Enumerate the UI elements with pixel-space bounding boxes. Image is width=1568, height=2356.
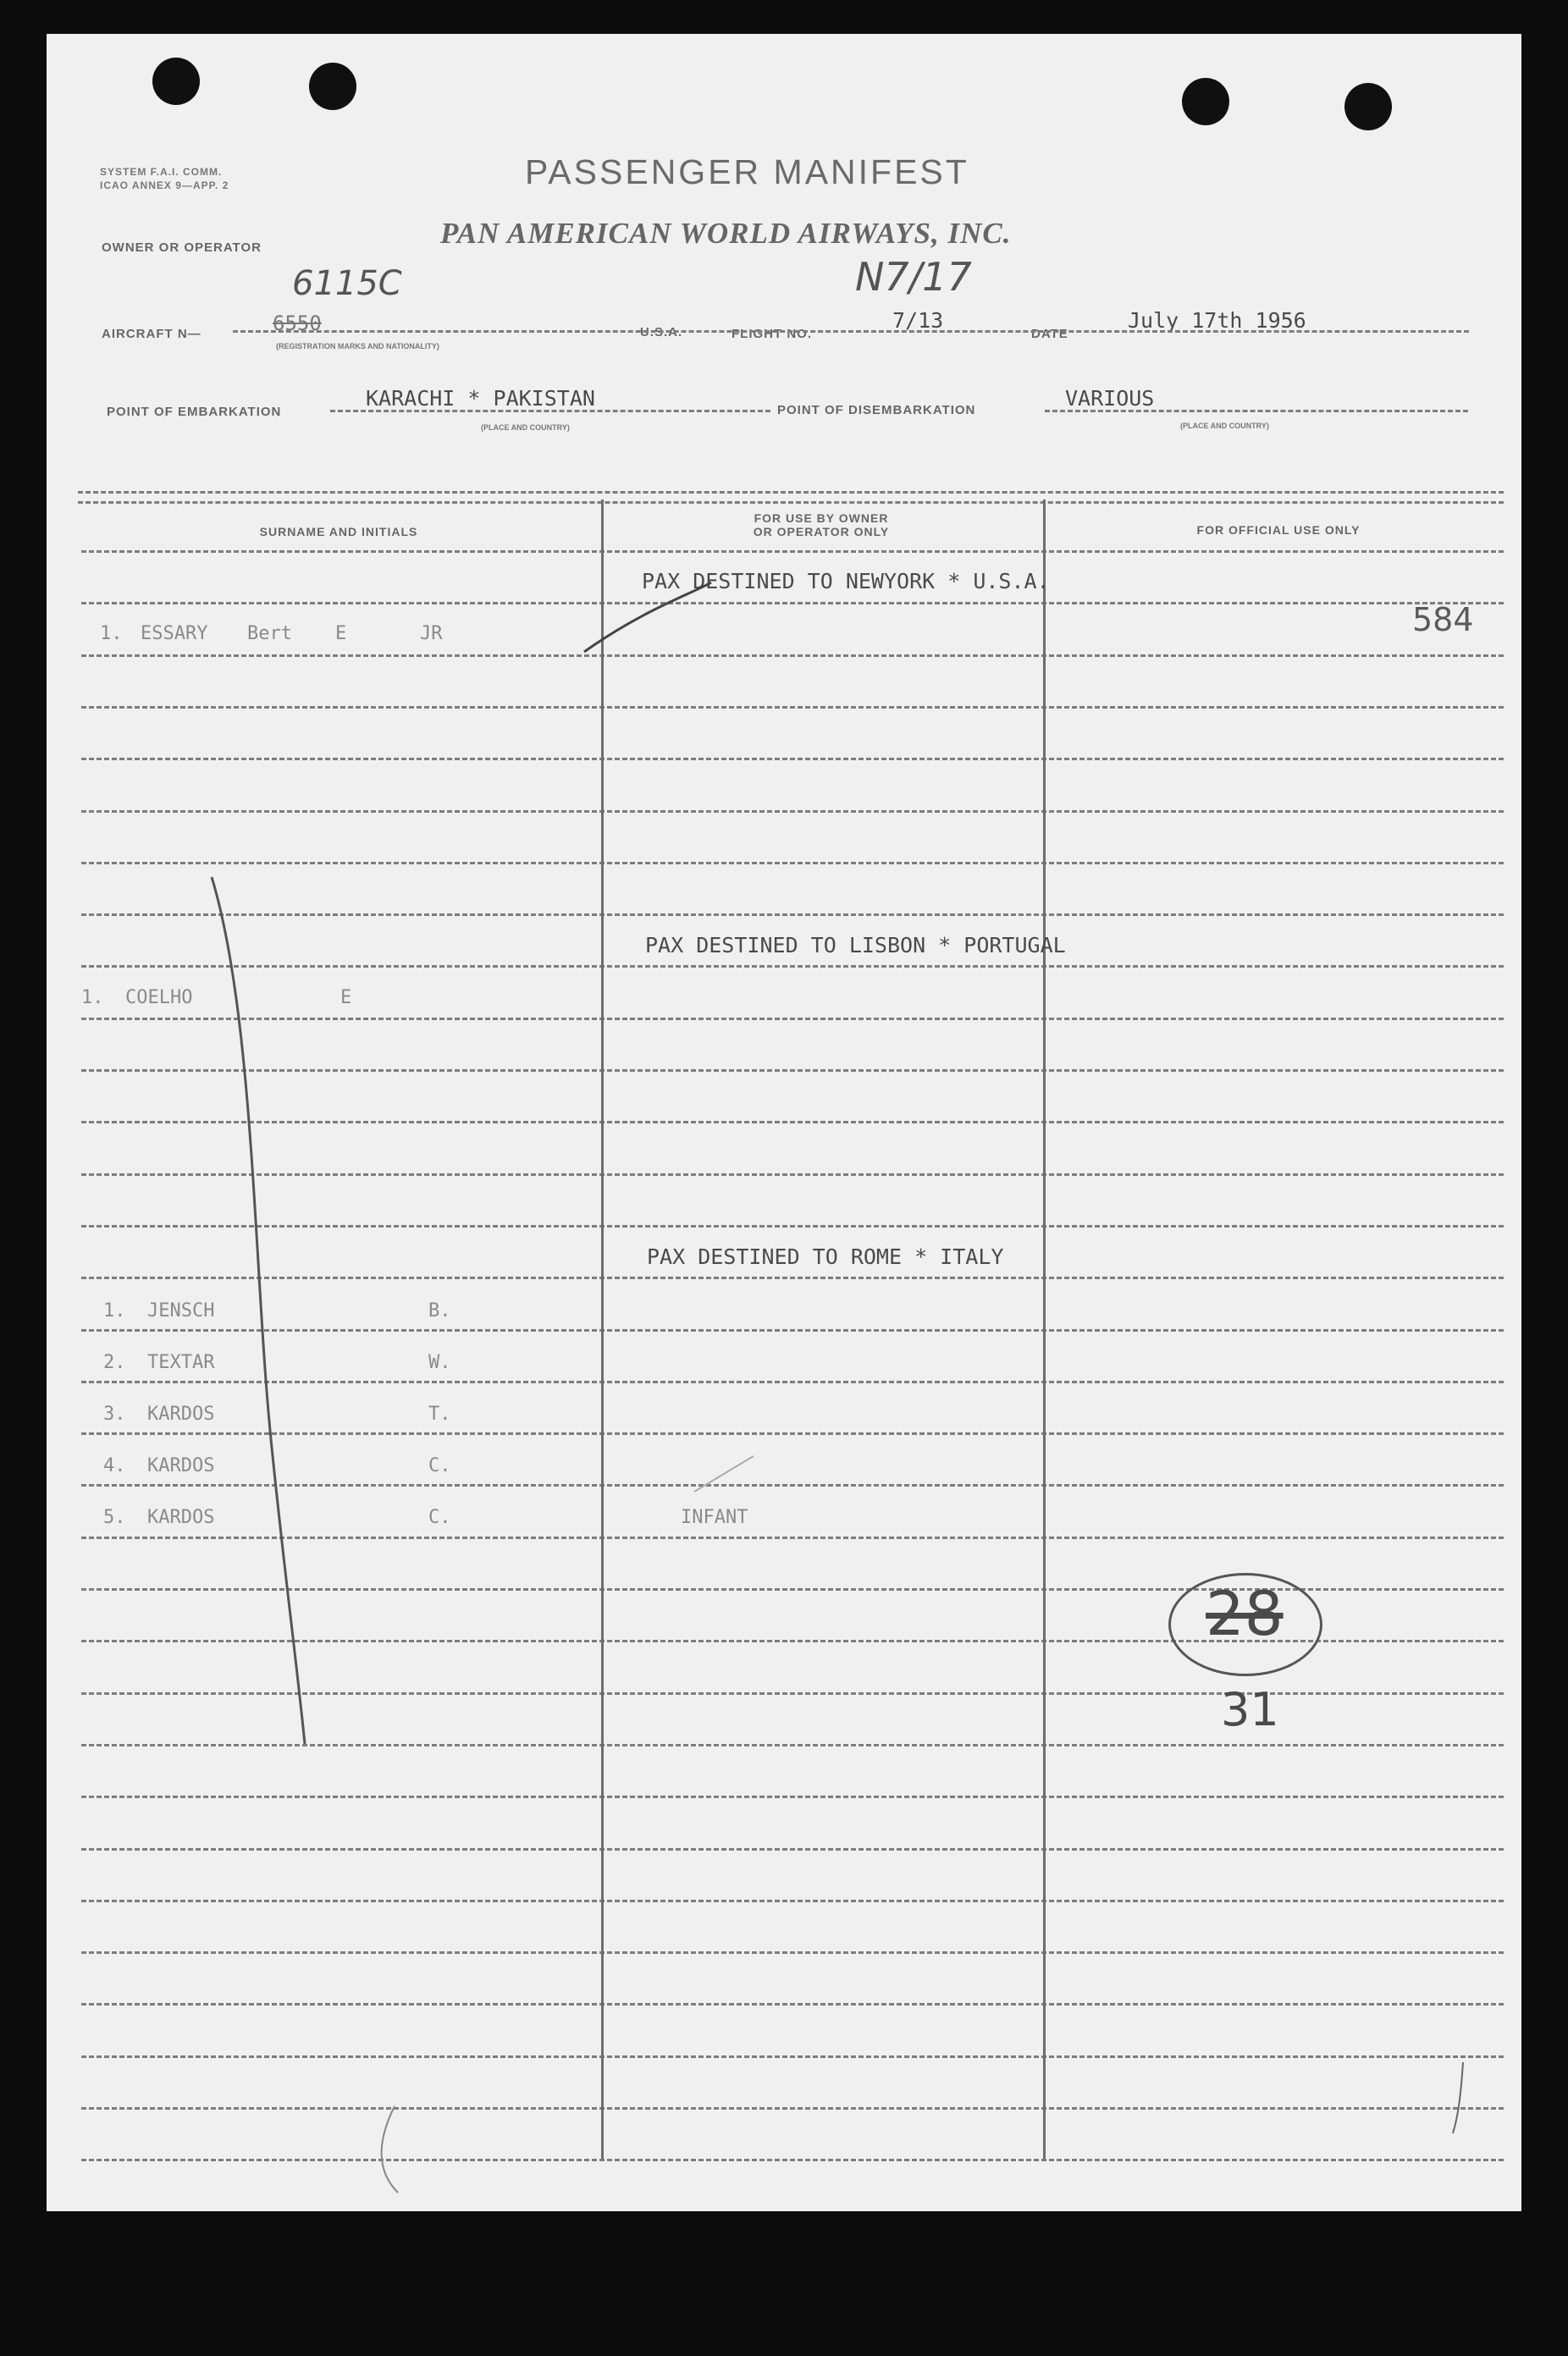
passenger-suffix: JR — [420, 623, 443, 644]
passenger-number: 1. — [103, 1300, 126, 1321]
aircraft-value: 6550 — [273, 312, 322, 335]
date-label: DATE — [1031, 327, 1068, 341]
tally-corrected: 31 — [1221, 1683, 1279, 1736]
column-owner-use-2: OR OPERATOR ONLY — [753, 525, 890, 538]
nationality: U.S.A. — [640, 325, 683, 339]
pencil-check — [584, 582, 711, 652]
column-official: FOR OFFICIAL USE ONLY — [1196, 523, 1361, 537]
passenger-surname: TEXTAR — [147, 1352, 215, 1373]
disembarkation-sublabel: (PLACE AND COUNTRY) — [1180, 422, 1269, 430]
passenger-surname: KARDOS — [147, 1507, 215, 1528]
form-reference-2: ICAO ANNEX 9—APP. 2 — [100, 179, 229, 191]
aircraft-handwritten: 6115C — [292, 264, 402, 303]
pencil-scribble — [382, 2106, 398, 2193]
passenger-note: INFANT — [681, 1507, 748, 1528]
passenger-number: 1. — [100, 623, 123, 644]
passenger-number: 3. — [103, 1404, 126, 1425]
column-owner-use-1: FOR USE BY OWNER — [754, 511, 889, 525]
aircraft-label: AIRCRAFT N— — [102, 327, 202, 341]
pencil-bracket — [212, 877, 305, 1744]
faint-stroke — [694, 1456, 754, 1492]
passenger-number: 4. — [103, 1455, 126, 1476]
aircraft-sublabel: (REGISTRATION MARKS AND NATIONALITY) — [276, 342, 439, 350]
group-heading: PAX DESTINED TO NEWYORK * U.S.A. — [642, 569, 1050, 593]
passenger-initial: T. — [428, 1404, 451, 1425]
passenger-number: 2. — [103, 1352, 126, 1373]
passenger-initial: B. — [428, 1300, 451, 1321]
owner-value: PAN AMERICAN WORLD AIRWAYS, INC. — [440, 217, 1012, 250]
passenger-given-name: Bert — [247, 623, 292, 644]
passenger-surname: COELHO — [125, 987, 193, 1008]
passenger-surname: KARDOS — [147, 1455, 215, 1476]
passenger-surname: JENSCH — [147, 1300, 215, 1321]
tally-struck: 28 — [1206, 1578, 1284, 1649]
passenger-initial: E — [340, 987, 352, 1008]
owner-label: OWNER OR OPERATOR — [102, 240, 262, 255]
disembarkation-value: VARIOUS — [1065, 386, 1155, 411]
page-title: PASSENGER MANIFEST — [525, 152, 969, 191]
column-surname: SURNAME AND INITIALS — [259, 525, 418, 538]
passenger-number: 1. — [81, 987, 104, 1008]
pencil-tick — [1453, 2062, 1463, 2133]
form-reference-1: SYSTEM F.A.I. COMM. — [100, 166, 223, 178]
passenger-initial: C. — [428, 1507, 451, 1528]
passenger-initial: W. — [428, 1352, 451, 1373]
flight-label: FLIGHT NO. — [732, 327, 812, 341]
date-value: July 17th 1956 — [1128, 308, 1306, 333]
passenger-surname: KARDOS — [147, 1404, 215, 1425]
official-number: 584 — [1412, 601, 1474, 638]
group-heading: PAX DESTINED TO ROME * ITALY — [647, 1244, 1004, 1269]
passenger-surname: ESSARY — [141, 623, 208, 644]
flight-value: 7/13 — [892, 308, 944, 333]
embarkation-sublabel: (PLACE AND COUNTRY) — [481, 423, 570, 432]
flight-handwritten: N7/17 — [855, 254, 972, 300]
disembarkation-label: POINT OF DISEMBARKATION — [777, 403, 976, 417]
passenger-initial: C. — [428, 1455, 451, 1476]
passenger-number: 5. — [103, 1507, 126, 1528]
embarkation-label: POINT OF EMBARKATION — [107, 405, 282, 419]
embarkation-value: KARACHI * PAKISTAN — [366, 386, 595, 411]
passenger-initial: E — [335, 623, 347, 644]
group-heading: PAX DESTINED TO LISBON * PORTUGAL — [645, 933, 1066, 957]
